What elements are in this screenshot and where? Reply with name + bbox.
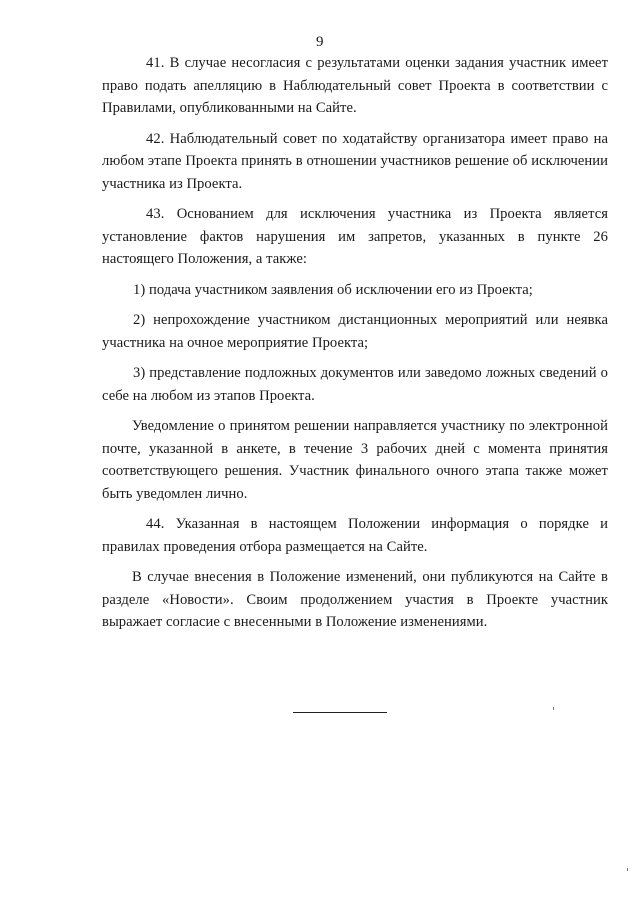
- closing-rule: [293, 712, 387, 713]
- paragraph-43: 43. Основанием для исключения участника из Проекта является установление фактов нарушения им запретов, указанных в пункте 26 настоящего Положения, а также:: [102, 206, 608, 267]
- document-body: [102, 52, 608, 642]
- paragraph-42: 42. Наблюдательный совет по ходатайству организатора имеет право на любом этапе Проекта принять в отношении участников решение об исключении участника из Проекта.: [102, 130, 608, 192]
- list-item-1: 1) подача участником заявления об исключении его из Проекта;: [133, 281, 533, 298]
- list-item-3: 3) представление подложных документов или заведомо ложных сведений о себе на любом из этапов Проекта.: [102, 365, 608, 404]
- scan-speck: [627, 868, 628, 871]
- changes-paragraph: В случае внесения в Положение изменений, они публикуются на Сайте в разделе «Новости». Своим продолжением участия в Проекте участник выражает согласие с внесенными в Положение изменениями.: [102, 569, 608, 630]
- scan-speck: [553, 707, 554, 710]
- list-item-2: 2) непрохождение участником дистанционных мероприятий или неявка участника на очное мероприятие Проекта;: [102, 312, 608, 351]
- page-number: 9: [316, 34, 324, 50]
- paragraph-41: 41. В случае несогласия с результатами оценки задания участник имеет право подать апелляцию в Наблюдательный совет Проекта в соответствии с Правилами, опубликованными на Сайте.: [102, 55, 608, 116]
- paragraph-44: 44. Указанная в настоящем Положении информация о порядке и правилах проведения отбора размещается на Сайте.: [102, 516, 608, 555]
- notification-paragraph: Уведомление о принятом решении направляется участнику по электронной почте, указанной в анкете, в течение 3 рабочих дней с момента принятия соответствующего решения. Участник финального очного этапа также может быть уведомлен лично.: [102, 418, 608, 502]
